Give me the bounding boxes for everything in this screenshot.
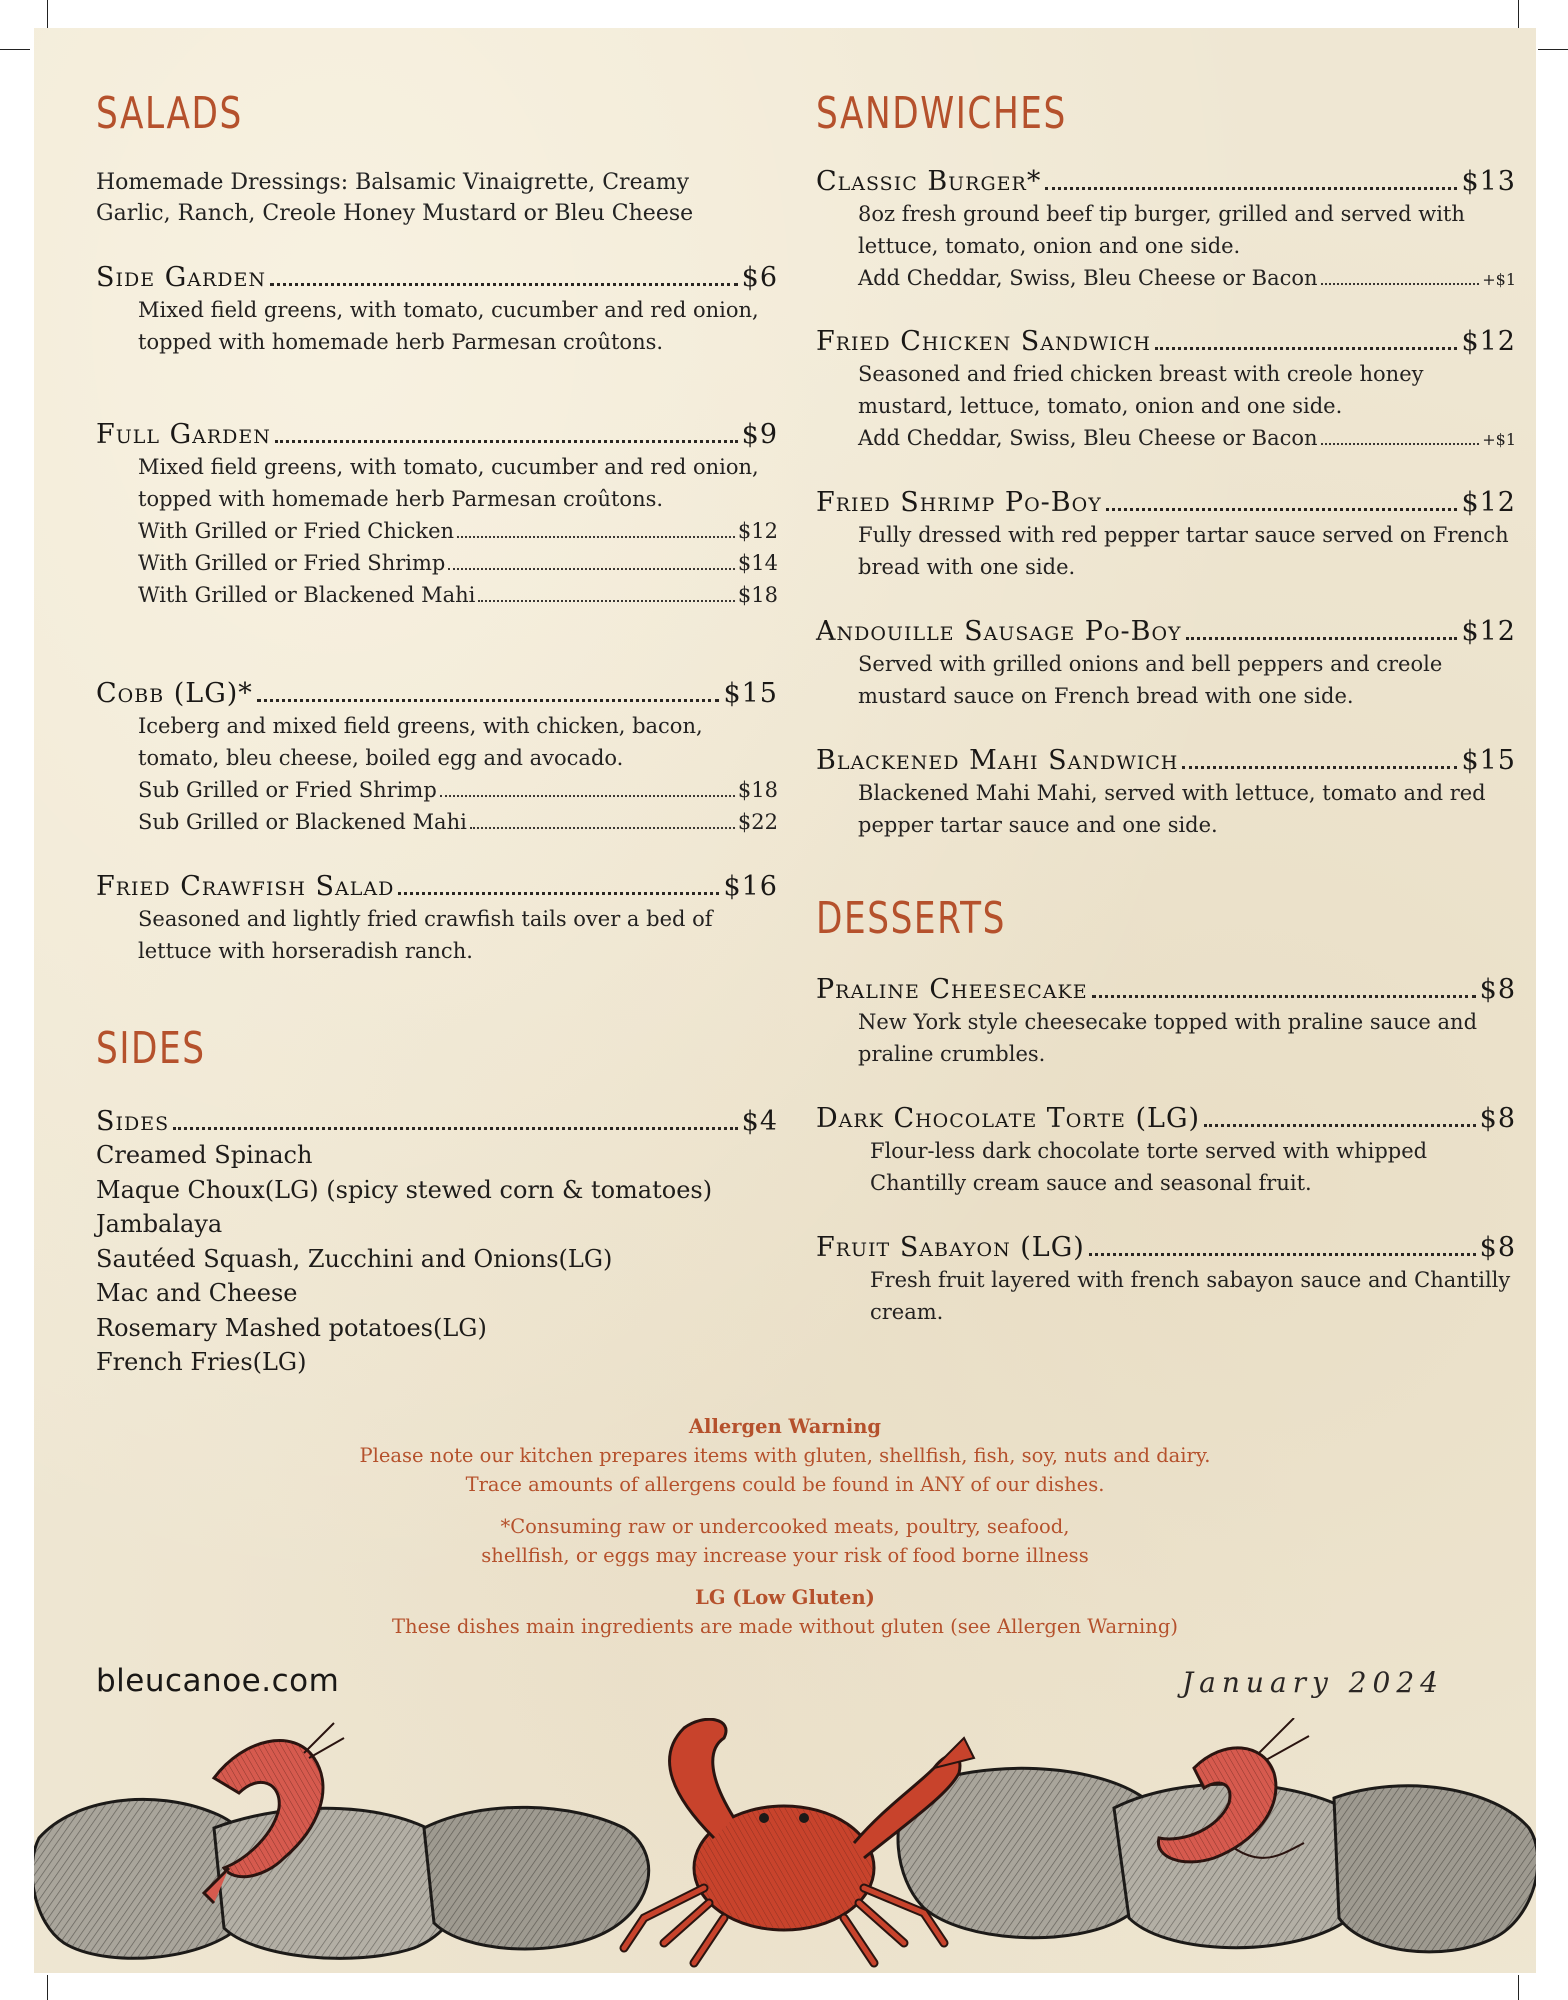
menu-item-full-garden	[96, 419, 778, 611]
crop-mark	[1518, 1975, 1519, 2000]
item-price: $12	[1461, 487, 1516, 518]
item-name: Fried Shrimp Po-Boy	[816, 487, 1102, 518]
item-name: Dark Chocolate Torte (LG)	[816, 1103, 1201, 1134]
menu-item-fried-chicken-sandwich	[816, 326, 1516, 456]
allergen-notice	[34, 1412, 1536, 1499]
item-price: $4	[741, 1106, 778, 1137]
allergen-title: Allergen Warning	[688, 1415, 882, 1438]
raw-food-text: shellfish, or eggs may increase your risk of food borne illness	[481, 1544, 1089, 1567]
item-name: Fried Crawfish Salad	[96, 871, 395, 902]
list-item: Mac and Cheese	[96, 1279, 298, 1307]
menu-item-fruit-sabayon	[816, 1232, 1516, 1328]
item-description: Blackened Mahi Mahi, served with lettuce, tomato and red pepper tartar sauce and one side.	[858, 781, 1486, 837]
low-gluten-text: These dishes main ingredients are made without gluten (see Allergen Warning)	[392, 1615, 1178, 1638]
item-description: New York style cheesecake topped with praline sauce and praline crumbles.	[858, 1010, 1478, 1066]
menu-item-dark-chocolate-torte	[816, 1103, 1516, 1199]
sandwiches-title: SANDWICHES	[816, 88, 1067, 139]
item-addon: Add Cheddar, Swiss, Bleu Cheese or Bacon +$1	[858, 266, 1516, 290]
item-description: Seasoned and fried chicken breast with creole honey mustard, lettuce, tomato, onion and one side.	[858, 362, 1424, 418]
item-price: $15	[723, 678, 778, 709]
dressings-note: Homemade Dressings: Balsamic Vinaigrette, Creamy Garlic, Ranch, Creole Honey Mustard or Bleu Cheese	[96, 170, 694, 226]
desserts-title: DESSERTS	[816, 893, 1006, 944]
item-addon: Sub Grilled or Fried Shrimp $18	[138, 778, 778, 802]
menu-item-andouille-sausage-po-boy	[816, 616, 1516, 712]
allergen-text: Trace amounts of allergens could be found in ANY of our dishes.	[465, 1473, 1105, 1496]
raw-food-notice	[34, 1512, 1536, 1570]
raw-food-text: *Consuming raw or undercooked meats, poultry, seafood,	[500, 1515, 1070, 1538]
sides-header	[96, 1106, 778, 1138]
menu-item-side-garden	[96, 262, 778, 358]
menu-page	[34, 28, 1536, 1973]
item-price: $16	[723, 871, 778, 902]
item-name: Side Garden	[96, 262, 267, 293]
item-price: $12	[1461, 616, 1516, 647]
item-name: Sides	[96, 1106, 170, 1137]
seafood-illustration	[34, 1718, 1536, 1973]
item-name: Andouille Sausage Po-Boy	[816, 616, 1182, 647]
item-description: Fresh fruit layered with french sabayon sauce and Chantilly cream.	[870, 1268, 1511, 1324]
item-addon: With Grilled or Fried Chicken $12	[138, 519, 778, 543]
item-description: Flour-less dark chocolate torte served with whipped Chantilly cream sauce and seasonal fruit.	[870, 1139, 1428, 1195]
item-description: 8oz fresh ground beef tip burger, grilled and served with lettuce, tomato, onion and one side.	[858, 202, 1465, 258]
menu-item-cobb	[96, 678, 778, 838]
allergen-text: Please note our kitchen prepares items with gluten, shellfish, fish, soy, nuts and dairy.	[359, 1444, 1211, 1467]
item-description: Seasoned and lightly fried crawfish tails over a bed of lettuce with horseradish ranch.	[138, 907, 713, 963]
list-item: Rosemary Mashed potatoes(LG)	[96, 1313, 487, 1342]
menu-item-fried-shrimp-po-boy	[816, 487, 1516, 583]
sides-title: SIDES	[96, 1023, 206, 1074]
list-item: Creamed Spinach	[96, 1141, 313, 1169]
menu-item-fried-crawfish-salad	[96, 871, 778, 967]
item-addon: With Grilled or Blackened Mahi $18	[138, 583, 778, 607]
menu-item-classic-burger	[816, 166, 1516, 296]
crop-mark	[47, 1975, 48, 2000]
item-description: Mixed field greens, with tomato, cucumber and red onion, topped with homemade herb Parmesan croûtons.	[138, 455, 759, 511]
crop-mark	[0, 49, 30, 50]
salads-title: SALADS	[96, 88, 243, 139]
item-name: Fruit Sabayon (LG)	[816, 1232, 1085, 1263]
menu-date: January 2024	[1181, 1666, 1444, 1699]
item-price: $15	[1461, 745, 1516, 776]
item-name: Cobb (LG)*	[96, 678, 253, 709]
crop-mark	[1518, 0, 1519, 28]
item-price: $8	[1479, 974, 1516, 1005]
website-url: bleucanoe.com	[96, 1663, 340, 1699]
item-price: $9	[741, 419, 778, 450]
item-name: Praline Cheesecake	[816, 974, 1088, 1005]
item-addon: With Grilled or Fried Shrimp $14	[138, 551, 778, 575]
item-description: Iceberg and mixed field greens, with chicken, bacon, tomato, bleu cheese, boiled egg and avocado.	[138, 714, 703, 770]
sides-list	[96, 1138, 712, 1380]
list-item: Jambalaya	[96, 1210, 223, 1238]
item-price: $8	[1479, 1103, 1516, 1134]
list-item: Sautéed Squash, Zucchini and Onions(LG)	[96, 1244, 613, 1273]
crop-mark	[1538, 49, 1568, 50]
item-name: Full Garden	[96, 419, 271, 450]
menu-item-praline-cheesecake	[816, 974, 1516, 1070]
item-name: Fried Chicken Sandwich	[816, 326, 1151, 357]
item-addon: Sub Grilled or Blackened Mahi $22	[138, 810, 778, 834]
item-description: Served with grilled onions and bell peppers and creole mustard sauce on French bread with one side.	[858, 652, 1443, 708]
item-price: $13	[1461, 166, 1516, 197]
item-description: Fully dressed with red pepper tartar sauce served on French bread with one side.	[858, 523, 1509, 579]
item-description: Mixed field greens, with tomato, cucumber and red onion, topped with homemade herb Parmesan croûtons.	[138, 298, 759, 354]
low-gluten-title: LG (Low Gluten)	[695, 1586, 875, 1609]
item-addon: Add Cheddar, Swiss, Bleu Cheese or Bacon +$1	[858, 426, 1516, 450]
crop-mark	[47, 0, 48, 28]
low-gluten-notice	[34, 1583, 1536, 1641]
item-name: Blackened Mahi Sandwich	[816, 745, 1179, 776]
item-name: Classic Burger*	[816, 166, 1042, 197]
item-price: $12	[1461, 326, 1516, 357]
list-item: French Fries(LG)	[96, 1348, 307, 1376]
menu-item-blackened-mahi-sandwich	[816, 745, 1516, 841]
item-price: $6	[741, 262, 778, 293]
list-item: Maque Choux(LG) (spicy stewed corn & tomatoes)	[96, 1175, 713, 1204]
item-price: $8	[1479, 1232, 1516, 1263]
